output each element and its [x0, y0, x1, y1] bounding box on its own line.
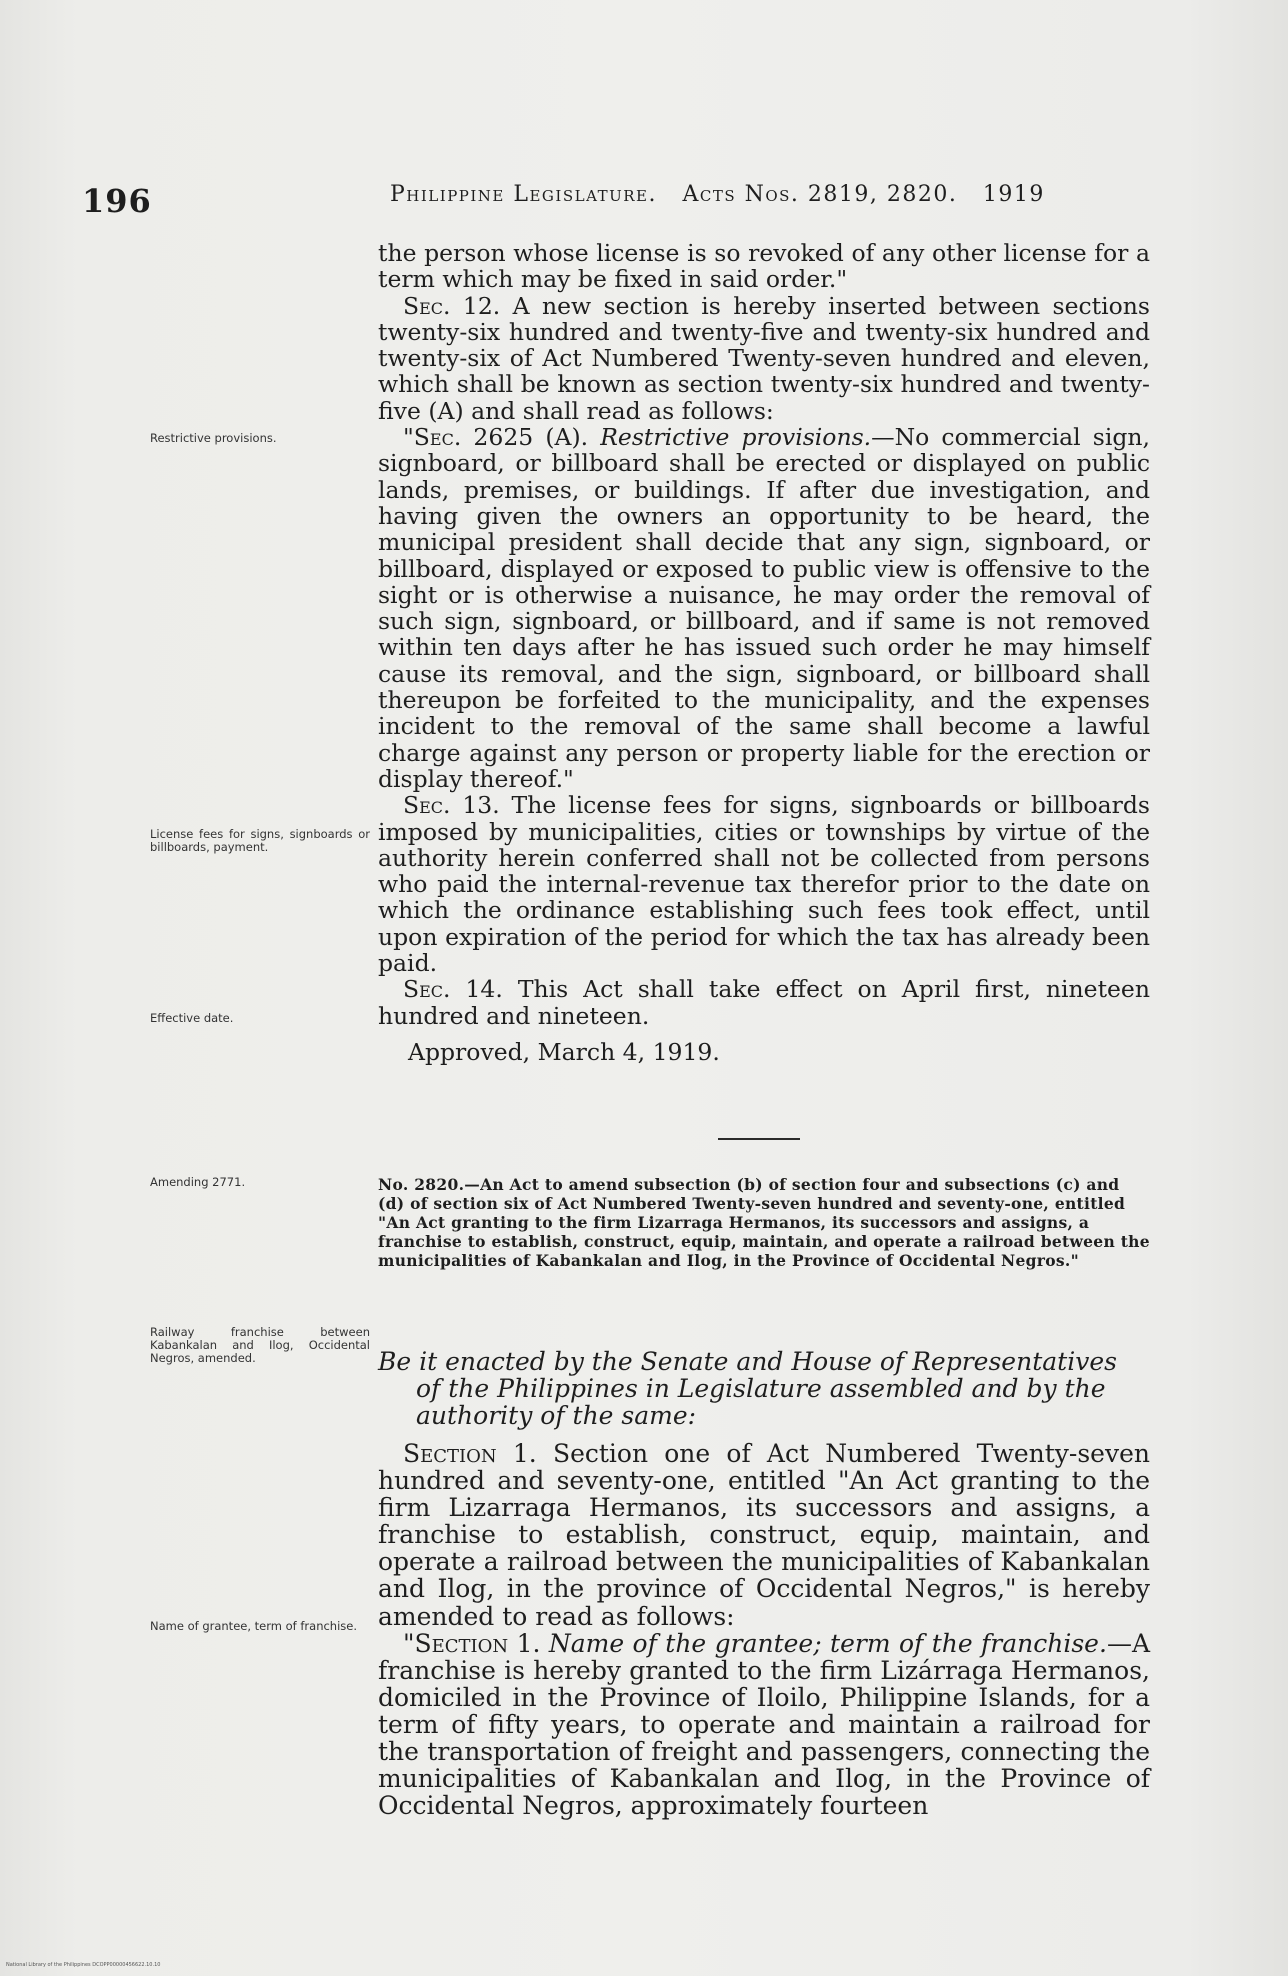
- header-year: 1919: [982, 182, 1045, 207]
- sec11-continuation: the person whose license is so revoked of any other license for a term which may be fixed in said order.": [378, 239, 1150, 294]
- section1-new-text: —A franchise is hereby granted to the firm Lizárraga Hermanos, domiciled in the Province of Iloilo, Philippine Islands, for a term of fifty years, to operate and maintain a railroad for the transportation of freight and passengers, connecting the municipalities of Kabankalan and Ilog, in the Province of Occidental Negros, approximately fourteen: [378, 1628, 1150, 1821]
- sec2625a-paragraph: [378, 424, 1150, 792]
- enacting-clause: [378, 1348, 1150, 1429]
- sec13-paragraph: [378, 792, 1150, 976]
- section1-new-title: Name of the grantee; term of the franchise.: [548, 1628, 1107, 1658]
- header-acts: Acts Nos. 2819, 2820.: [682, 182, 958, 207]
- act-2820-body: [378, 1440, 1150, 1819]
- margin-note-effective-date: Effective date.: [150, 1011, 234, 1025]
- margin-note-railway: Railway franchise between Kabankalan and Ilog, Occidental Negros, amended.: [150, 1325, 370, 1365]
- running-header: [390, 182, 1045, 207]
- sec12-text: A new section is hereby inserted between sections twenty-six hundred and twenty-five and twenty-six hundred and twenty-six of Act Numbered Twenty-seven hundred and eleven, which shall be known as section twenty-six hundred and twenty-five (A) and shall read as follows:: [378, 291, 1150, 425]
- header-legislature: Philippine Legislature.: [390, 182, 657, 207]
- section-divider: [718, 1138, 800, 1140]
- sec2625a-text: —No commercial sign, signboard, or billboard shall be erected or displayed on public lands, premises, or buildings. If after due investigation, and having given the owners an opportunity to be heard, the municipal president shall decide that any sign, signboard, or billboard, displayed or exposed to public view is offensive to the sight or is otherwise a nuisance, he may order the removal of such sign, signboard, or billboard, and if same is not removed within ten days after he has issued such order he may himself cause its removal, and the sign, signboard, or billboard shall thereupon be forfeited to the municipality, and the expenses incident to the removal of the same shall become a lawful charge against any person or property liable for the erection or display thereof.": [378, 423, 1150, 793]
- act-number: No. 2820.: [378, 1175, 465, 1194]
- sec14-text: This Act shall take effect on April first, nineteen hundred and nineteen.: [378, 975, 1150, 1030]
- act-summary-text: —An Act to amend subsection (b) of section four and subsections (c) and (d) of section six of Act Numbered Twenty-seven hundred and seventy-one, entitled "An Act granting to the firm Lizarraga Hermanos, its successors and assigns, a franchise to establish, construct, equip, maintain, and operate a railroad between the municipalities of Kabankalan and Ilog, in the Province of Occidental Negros.": [378, 1175, 1150, 1270]
- section1-new-paragraph: [378, 1630, 1150, 1820]
- sec13-label: Sec. 13.: [403, 791, 500, 820]
- scan-footer: National Library of the Philippines DCOPP00000456622.10.10: [6, 1962, 161, 1968]
- sec2625a-title: Restrictive provisions.: [600, 423, 872, 452]
- margin-note-license-fees: License fees for signs, signboards or billboards, payment.: [150, 827, 370, 854]
- approved-line: Approved, March 4, 1919.: [408, 1037, 720, 1066]
- act-2820-summary: [378, 1175, 1150, 1270]
- section1-paragraph: [378, 1440, 1150, 1630]
- page-number: 196: [82, 182, 152, 220]
- enacting-line-2: of the Philippines in Legislature assembled and by the: [416, 1374, 1106, 1403]
- sec14-paragraph: [378, 976, 1150, 1029]
- sec2625a-label: "Sec. 2625 (A).: [403, 423, 589, 452]
- section1-new-label: "Section 1.: [403, 1628, 541, 1658]
- enacting-line-3: authority of the same:: [416, 1401, 697, 1430]
- sec14-label: Sec. 14.: [403, 975, 503, 1004]
- margin-note-restrictive: Restrictive provisions.: [150, 431, 277, 445]
- section1-text: Section one of Act Numbered Twenty-seven hundred and seventy-one, entitled "An Act granting to the firm Lizarraga Hermanos, its successors and assigns, a franchise to establish, construct, equip, maintain, and operate a railroad between the municipalities of Kabankalan and Ilog, in the province of Occidental Negros," is hereby amended to read as follows:: [378, 1439, 1150, 1631]
- sec13-text: The license fees for signs, signboards or billboards imposed by municipalities, cities or townships by virtue of the authority herein conferred shall not be collected from persons who paid the internal-revenue tax therefor prior to the date on which the ordinance establishing such fees took effect, until upon expiration of the period for which the tax has already been paid.: [378, 791, 1150, 978]
- section1-label: Section 1.: [403, 1439, 537, 1468]
- margin-note-grantee: Name of grantee, term of franchise.: [150, 1619, 358, 1633]
- sec12-paragraph: [378, 293, 1150, 424]
- margin-note-amending: Amending 2771.: [150, 1175, 246, 1189]
- enacting-line-1: Be it enacted by the Senate and House of Representatives: [378, 1347, 1117, 1376]
- body-text: [378, 240, 1150, 1065]
- sec12-label: Sec. 12.: [403, 291, 501, 320]
